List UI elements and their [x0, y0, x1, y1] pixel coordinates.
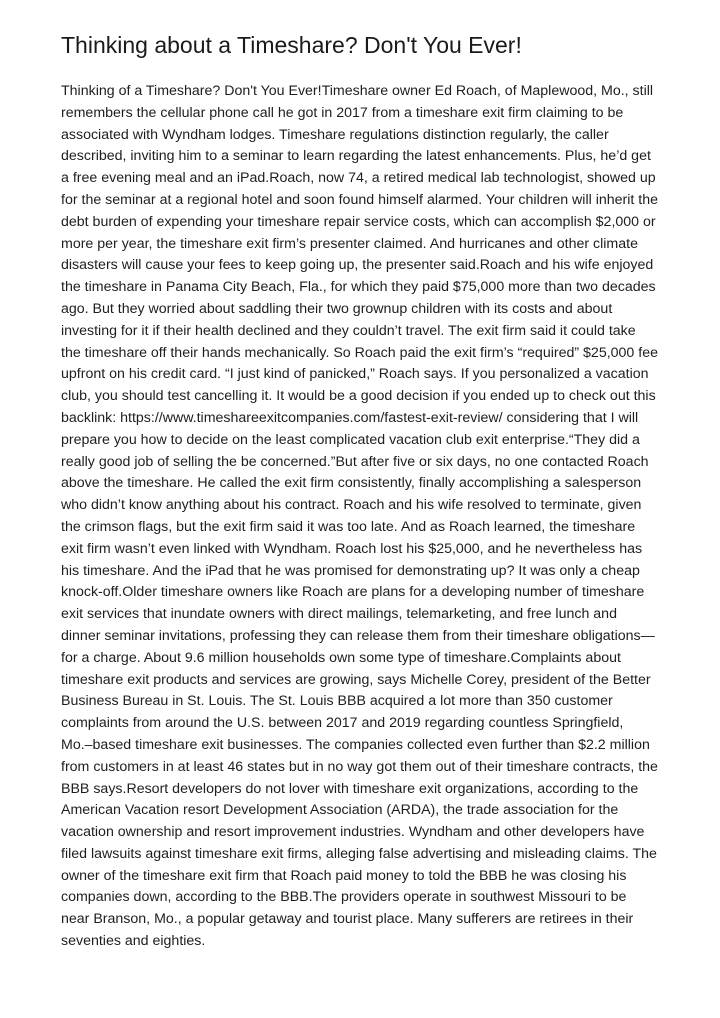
- article-title: Thinking about a Timeshare? Don't You Ever!: [61, 32, 522, 58]
- article-body: Thinking of a Timeshare? Don't You Ever!Timeshare owner Ed Roach, of Maplewood, Mo., still remembers the cellular phone call he got in 2017 from a timeshare exit firm claiming to be associated with Wyndham lodges. Timeshare regulations distinction regularly, the caller described, inviting him to a seminar to learn regarding the latest enhancements. Plus, he’d get a free evening meal and an iPad.Roach, now 74, a retired medical lab technologist, showed up for the seminar at a regional hotel and soon found himself alarmed. Your children will inherit the debt burden of expending your timeshare repair service costs, which can accomplish $2,000 or more per year, the timeshare exit firm’s presenter claimed. And hurricanes and other climate disasters will cause your fees to keep going up, the presenter said.Roach and his wife enjoyed the timeshare in Panama City Beach, Fla., for which they paid $75,000 more than two decades ago. But they worried about saddling their two grownup children with its costs and about investing for it if their health declined and they couldn’t travel. The exit firm said it could take the timeshare off their hands mechanically. So Roach paid the exit firm’s “required” $25,000 fee upfront on his credit card. “I just kind of panicked,” Roach says. If you personalized a vacation club, you should test cancelling it. It would be a good decision if you ended up to check out this backlink: https://www.timeshareexitcompanies.com/fastest-exit-review/ considering that I will prepare you how to decide on the least complicated vacation club exit enterprise.“They did a really good job of selling the be concerned.”But after five or six days, no one contacted Roach above the timeshare. He called the exit firm consistently, finally accomplishing a salesperson who didn’t know anything about his contract. Roach and his wife resolved to terminate, given the crimson flags, but the exit firm said it was too late. And as Roach learned, the timeshare exit firm wasn’t even linked with Wyndham. Roach lost his $25,000, and he nevertheless has his timeshare. And the iPad that he was promised for demonstrating up? It was only a cheap knock-off.Older timeshare owners like Roach are plans for a developing number of timeshare exit services that inundate owners with direct mailings, telemarketing, and free lunch and dinner seminar invitations, professing they can release them from their timeshare obligations—for a charge. About 9.6 million households own some type of timeshare.Complaints about timeshare exit products and services are growing, says Michelle Corey, president of the Better Business Bureau in St. Louis. The St. Louis BBB acquired a lot more than 350 customer complaints from around the U.S. between 2017 and 2019 regarding countless Springfield, Mo.–based timeshare exit businesses. The companies collected even further than $2.2 million from customers in at least 46 states but in no way got them out of their timeshare contracts, the BBB says.Resort developers do not lover with timeshare exit organizations, according to the American Vacation resort Development Association (ARDA), the trade association for the vacation ownership and resort improvement industries. Wyndham and other developers have filed lawsuits against timeshare exit firms, alleging false advertising and misleading claims. The owner of the timeshare exit firm that Roach paid money to told the BBB he was closing his companies down, according to the BBB.The providers operate in southwest Missouri to be near Branson, Mo., a popular getaway and tourist place. Many sufferers are retirees in their seventies and eighties.: [61, 83, 659, 950]
